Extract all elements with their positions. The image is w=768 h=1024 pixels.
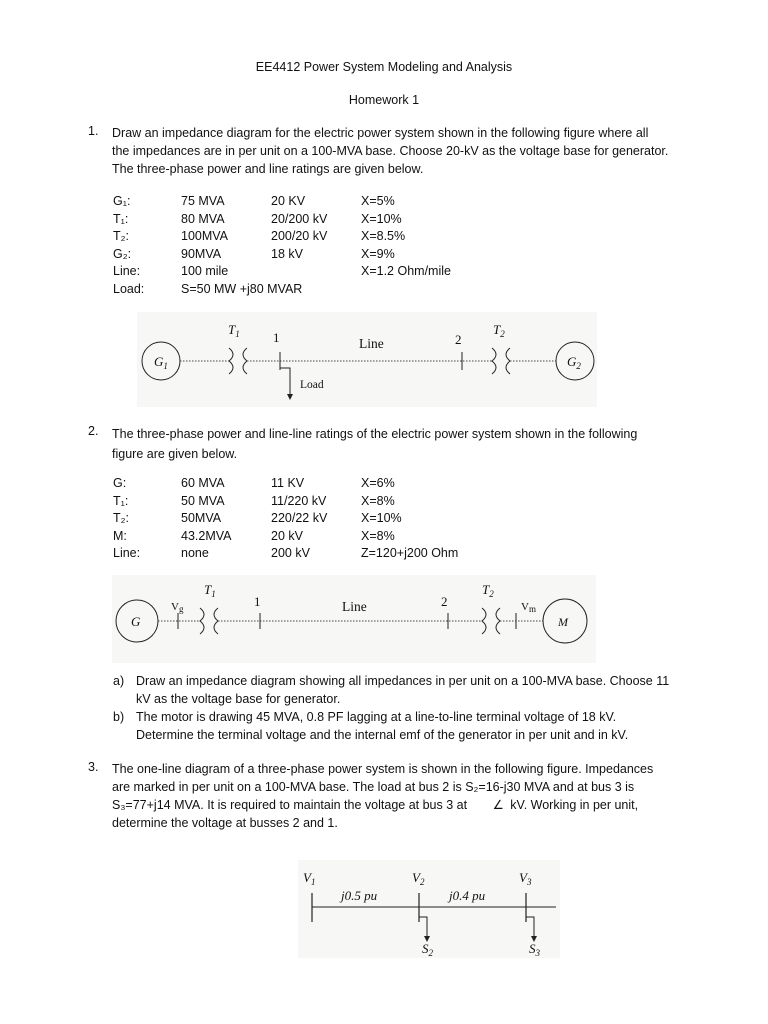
vg-label: Vg — [171, 601, 184, 614]
table-cell: 43.2MVA — [181, 528, 232, 543]
v2-label: $V_2$ — [412, 870, 425, 887]
bus-2-label: 2 — [455, 332, 462, 347]
assignment-title: Homework 1 — [348, 93, 420, 107]
line-label: Line — [342, 599, 367, 614]
table-row — [113, 282, 491, 300]
q3-text-line: The one-line diagram of a three-phase power system is shown in the following figure. Impedances — [112, 762, 654, 776]
table-cell: 200 kV — [271, 546, 310, 560]
transformer-t1-symbol — [229, 348, 247, 374]
q1-text-line: Draw an impedance diagram for the electric power system shown in the following figure where all — [112, 126, 649, 140]
z23-label: j0.4 pu — [449, 888, 486, 903]
transformer-t1-symbol — [200, 608, 218, 634]
q1-one-line-diagram — [137, 312, 597, 407]
bus-2-label: 2 — [441, 594, 448, 609]
angle-symbol: ∠ — [492, 797, 504, 812]
q2-part-a — [113, 672, 124, 690]
table-cell: Line: — [113, 264, 141, 278]
table-cell: X=8% — [361, 528, 395, 543]
table-row — [113, 212, 491, 230]
table-cell — [271, 264, 361, 282]
table-row — [113, 511, 491, 529]
table-cell: 100MVA — [181, 229, 229, 243]
table-row — [113, 194, 491, 212]
table-cell: G₂: — [113, 246, 132, 261]
table-cell: Z=120+j200 Ohm — [361, 546, 459, 560]
table-row — [113, 476, 491, 494]
z12-label: j0.5 pu — [341, 888, 378, 903]
q1-ratings-table — [113, 194, 491, 299]
q2-text-line: The three-phase power and line-line ratings of the electric power system shown in the following — [112, 427, 638, 441]
table-cell: X=8.5% — [361, 229, 406, 243]
q3-number: 3. — [88, 760, 99, 774]
table-cell: X=1.2 Ohm/mile — [361, 264, 451, 278]
table-cell: X=5% — [361, 194, 395, 208]
v3-label: $V_3$ — [519, 870, 532, 887]
table-cell: T₂: — [113, 511, 129, 525]
table-cell: T₁: — [113, 211, 129, 226]
load-s2-feeder — [419, 917, 427, 938]
table-cell: none — [181, 546, 209, 560]
s2-label: $S_2$ — [422, 941, 433, 958]
v1-label: $V_1$ — [303, 870, 316, 887]
table-cell: X=10% — [361, 211, 402, 226]
part-b-label: b) — [113, 710, 125, 724]
table-cell: X=10% — [361, 511, 402, 525]
table-cell: M: — [113, 528, 127, 543]
table-row — [113, 529, 491, 547]
q2-number: 2. — [88, 424, 99, 438]
bus-1-label: 1 — [273, 330, 280, 345]
table-cell: 18 kV — [271, 246, 303, 261]
q3-text-line: determine the voltage at busses 2 and 1. — [112, 816, 338, 830]
table-cell: 11 KV — [271, 476, 305, 490]
table-cell: T₂: — [113, 229, 129, 243]
q2-text — [112, 424, 692, 464]
table-cell: G: — [113, 476, 127, 490]
g-label: G — [131, 614, 141, 629]
load-arrow-icon — [287, 394, 293, 400]
part-a-line: Draw an impedance diagram showing all impedances in per unit on a 100-MVA base. Choose 11 — [136, 674, 670, 688]
table-cell: Line: — [113, 546, 141, 560]
g2-label: $G_2$ — [567, 354, 581, 371]
table-row — [113, 229, 491, 247]
q3-text — [112, 760, 692, 832]
q3-text-fragment: S₃=77+j14 MVA. It is required to maintain the voltage at bus 3 at — [112, 798, 468, 812]
table-cell: 20/200 kV — [271, 211, 328, 226]
line-label: Line — [359, 336, 384, 351]
table-cell: 200/20 kV — [271, 229, 328, 243]
table-cell: 90MVA — [181, 246, 222, 261]
table-cell: 20 KV — [271, 194, 306, 208]
g1-label: $G_1$ — [154, 354, 168, 371]
table-cell: 60 MVA — [181, 476, 225, 490]
t2-label: $T_2$ — [482, 582, 494, 599]
q3-text-line: are marked in per unit on a 100-MVA base. The load at bus 2 is S₂=16-j30 MVA and at bus 3 is — [112, 780, 635, 794]
table-cell: 20 kV — [271, 528, 303, 543]
table-cell: S=50 MW +j80 MVAR — [181, 281, 303, 296]
vm-label: Vm — [521, 601, 536, 614]
table-cell: 11/220 kV — [271, 493, 327, 508]
q2-part-a-text — [136, 672, 696, 708]
q2-text-line: figure are given below. — [112, 447, 238, 461]
q2-ratings-table — [113, 476, 491, 564]
q3-text-fragment: kV. Working in per unit, — [510, 798, 639, 812]
s3-label: $S_3$ — [529, 941, 540, 958]
m-label: M — [558, 615, 568, 629]
table-cell: 50MVA — [181, 511, 222, 525]
table-cell: G₁: — [113, 194, 131, 208]
load-label: Load — [300, 379, 324, 391]
q1-text — [112, 124, 692, 178]
load-feeder — [280, 368, 290, 396]
table-cell: T₁: — [113, 493, 129, 508]
table-row — [113, 546, 491, 564]
bus-1-label: 1 — [254, 594, 261, 609]
table-cell: 50 MVA — [181, 493, 225, 508]
table-cell: X=8% — [361, 493, 395, 508]
table-cell: 100 mile — [181, 264, 229, 278]
q3-text-line — [112, 796, 692, 814]
table-cell: 75 MVA — [181, 194, 225, 208]
q3-one-line-diagram — [298, 860, 560, 958]
transformer-t2-symbol — [492, 348, 510, 374]
table-row — [113, 247, 491, 265]
t1-label: $T_1$ — [204, 582, 216, 599]
table-row — [113, 264, 491, 282]
part-b-line: The motor is drawing 45 MVA, 0.8 PF lagging at a line-to-line terminal voltage of 18 kV. — [136, 710, 617, 724]
part-a-line: kV as the voltage base for generator. — [136, 692, 341, 706]
table-cell: 80 MVA — [181, 211, 225, 226]
course-title: EE4412 Power System Modeling and Analysis — [255, 60, 513, 74]
q2-part-b-text — [136, 708, 696, 744]
table-cell: X=9% — [361, 246, 395, 261]
table-row — [113, 494, 491, 512]
t2-label: $T_2$ — [493, 322, 505, 339]
t1-label: $T_1$ — [228, 322, 240, 339]
transformer-t2-symbol — [482, 608, 500, 634]
part-a-label: a) — [113, 674, 125, 688]
table-cell: 220/22 kV — [271, 511, 328, 525]
q2-part-b — [113, 708, 124, 726]
table-cell: Load: — [113, 281, 145, 296]
q2-one-line-diagram — [112, 575, 596, 663]
q1-text-line: the impedances are in per unit on a 100-MVA base. Choose 20-kV as the voltage base for generator. — [112, 144, 669, 158]
q1-text-line: The three-phase power and line ratings are given below. — [112, 162, 424, 176]
table-cell: X=6% — [361, 476, 395, 490]
q1-number: 1. — [88, 124, 99, 138]
load-s3-feeder — [526, 917, 534, 938]
part-b-line: Determine the terminal voltage and the internal emf of the generator in per unit and in kV. — [136, 728, 629, 742]
